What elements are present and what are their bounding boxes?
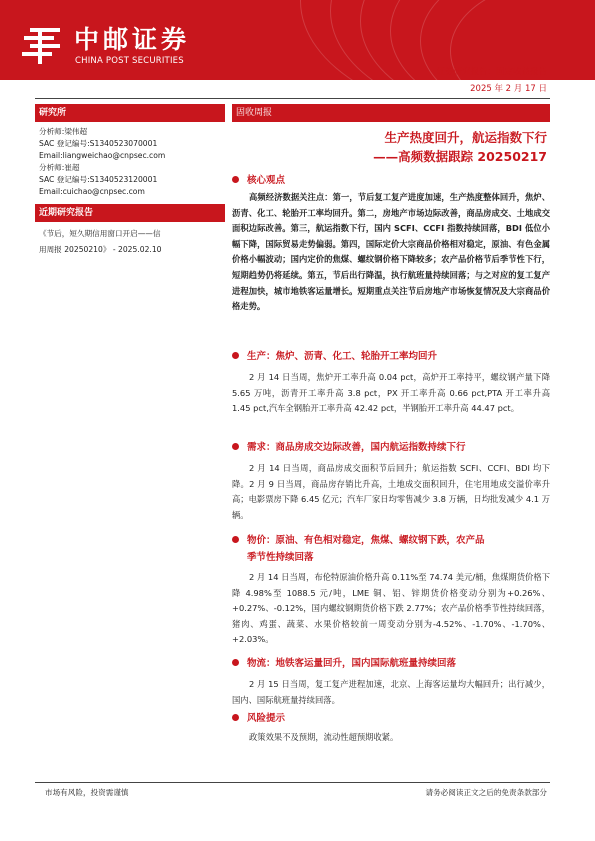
section-heading-production: 生产：焦炉、沥青、化工、轮胎开工率均回升 <box>232 350 437 364</box>
section-heading-core: 核心观点 <box>232 174 285 188</box>
analyst-email-link[interactable]: Email:cuichao@cnpsec.com <box>39 187 145 196</box>
brand-name-english: CHINA POST SECURITIES <box>75 56 184 66</box>
bullet-icon <box>232 176 239 183</box>
core-summary: 高频经济数据关注点：第一，节后复工复产进度加速，生产热度整体回升，焦炉、沥青、化工、轮胎开工率均回升。第二，房地产市场边际改善，商品房成交、土地成交面积边际改善。第三，航运指数下行，国内 SCFI、CCFI 指数持续回落，BDI 低位小幅下降，国际贸易走势偏弱。第四，国际定价大宗商品价格相对稳定，原油、有色金属价格小幅波动；国内定价的焦煤、螺纹钢价格下降较多；农产品价格节后季节性下行，短期趋势仍将延续。第五，节后出行降温，执行航班量持续回落；与之对应的复工复产进程加快，城市地铁客运量增长。短期重点关注节后房地产市场恢复情况及大宗商品价格走势。 <box>232 192 550 312</box>
analyst-info-line: SAC 登记编号:S1340523120001 <box>39 175 158 184</box>
section-heading-demand: 需求：商品房成交边际改善，国内航运指数持续下行 <box>232 441 466 455</box>
section-body-production: 2 月 14 日当周，焦炉开工率升高 0.04 pct，高炉开工率持平，螺纹钢产量下降 5.65 万吨，沥青开工率升高 3.8 pct，PX 开工率升高 0.66 pct,PTA 开工率升高 1.45 pct,汽车全钢胎开工率升高 42.42 pct，半钢胎开工率升高 44.47 pct。 <box>232 372 550 414</box>
analyst-email-link[interactable]: Email:liangweichao@cnpsec.com <box>39 151 166 160</box>
category-bar: 固收周报 <box>232 104 550 122</box>
analyst-info-line: 分析师:崔超 <box>39 163 80 172</box>
bullet-icon <box>232 352 239 359</box>
section-body-prices: 2 月 14 日当周，布伦特原油价格升高 0.11%至 74.74 美元/桶，焦煤期货价格下降 4.98%至 1088.5 元/吨，LME 铜、铝、锌期货价格变动分别为+0.26%、+0.27%、-0.12%，国内螺纹钢期货价格下跌 2.77%；农产品价格季节性持续回落，猪肉、鸡蛋、蔬菜、水果价格较前一周变动分别为-4.52%、-1.70%、-1.70%、+2.03%。 <box>232 572 550 645</box>
sidebar-institute-title: 研究所 <box>35 104 225 122</box>
recent-report-link[interactable]: 用周报 20250210》 - 2025.02.10 <box>39 245 162 254</box>
brand-name: 中邮证券 <box>74 25 191 54</box>
china-post-logo-icon <box>20 26 64 66</box>
footer-disclaimer-right: 请务必阅读正文之后的免责条款部分 <box>425 788 547 797</box>
footer-disclaimer-left: 市场有风险，投资需谨慎 <box>45 788 129 797</box>
sidebar-recent-title: 近期研究报告 <box>35 204 225 222</box>
report-type: 证券研究报告：固定收益报告 <box>436 67 547 77</box>
bullet-icon <box>232 659 239 666</box>
recent-report-link[interactable]: 《节后，短久期信用窗口开启——信 <box>39 229 161 238</box>
section-heading-logistics: 物流：地铁客运量回升，国内国际航班量持续回落 <box>232 657 456 671</box>
bullet-icon <box>232 714 239 721</box>
section-body-demand: 2 月 14 日当周，商品房成交面积节后回升；航运指数 SCFI、CCFI、BDI 均下降。2 月 9 日当周，商品房存销比升高，土地成交面积回升，住宅用地成交溢价率升高；电影票房下降 6.45 亿元；汽车厂家日均零售减少 3.8 万辆，日均批发减少 4.1 万辆。 <box>232 463 550 520</box>
report-title: 生产热度回升，航运指数下行 <box>384 130 547 145</box>
section-body-risk: 政策效果不及预期，流动性超预期收紧。 <box>249 732 399 742</box>
section-heading-prices-cont: 季节性持续回落 <box>247 552 314 563</box>
report-date: 2025 年 2 月 17 日 <box>470 84 547 94</box>
analyst-info-line: 分析师:梁伟超 <box>39 127 88 136</box>
section-heading-prices: 物价：原油、有色相对稳定，焦煤、螺纹钢下跌，农产品 <box>232 534 485 548</box>
bullet-icon <box>232 536 239 543</box>
footer-divider <box>35 782 550 783</box>
analyst-info-line: SAC 登记编号:S1340523070001 <box>39 139 158 148</box>
bullet-icon <box>232 443 239 450</box>
section-heading-risk: 风险提示 <box>232 712 285 726</box>
section-body-logistics: 2 月 15 日当周，复工复产进程加速，北京、上海客运量均大幅回升；出行减少，国内、国际航班量持续回落。 <box>232 679 550 705</box>
header-divider <box>35 98 550 99</box>
report-subtitle: ——高频数据跟踪 20250217 <box>373 149 547 164</box>
